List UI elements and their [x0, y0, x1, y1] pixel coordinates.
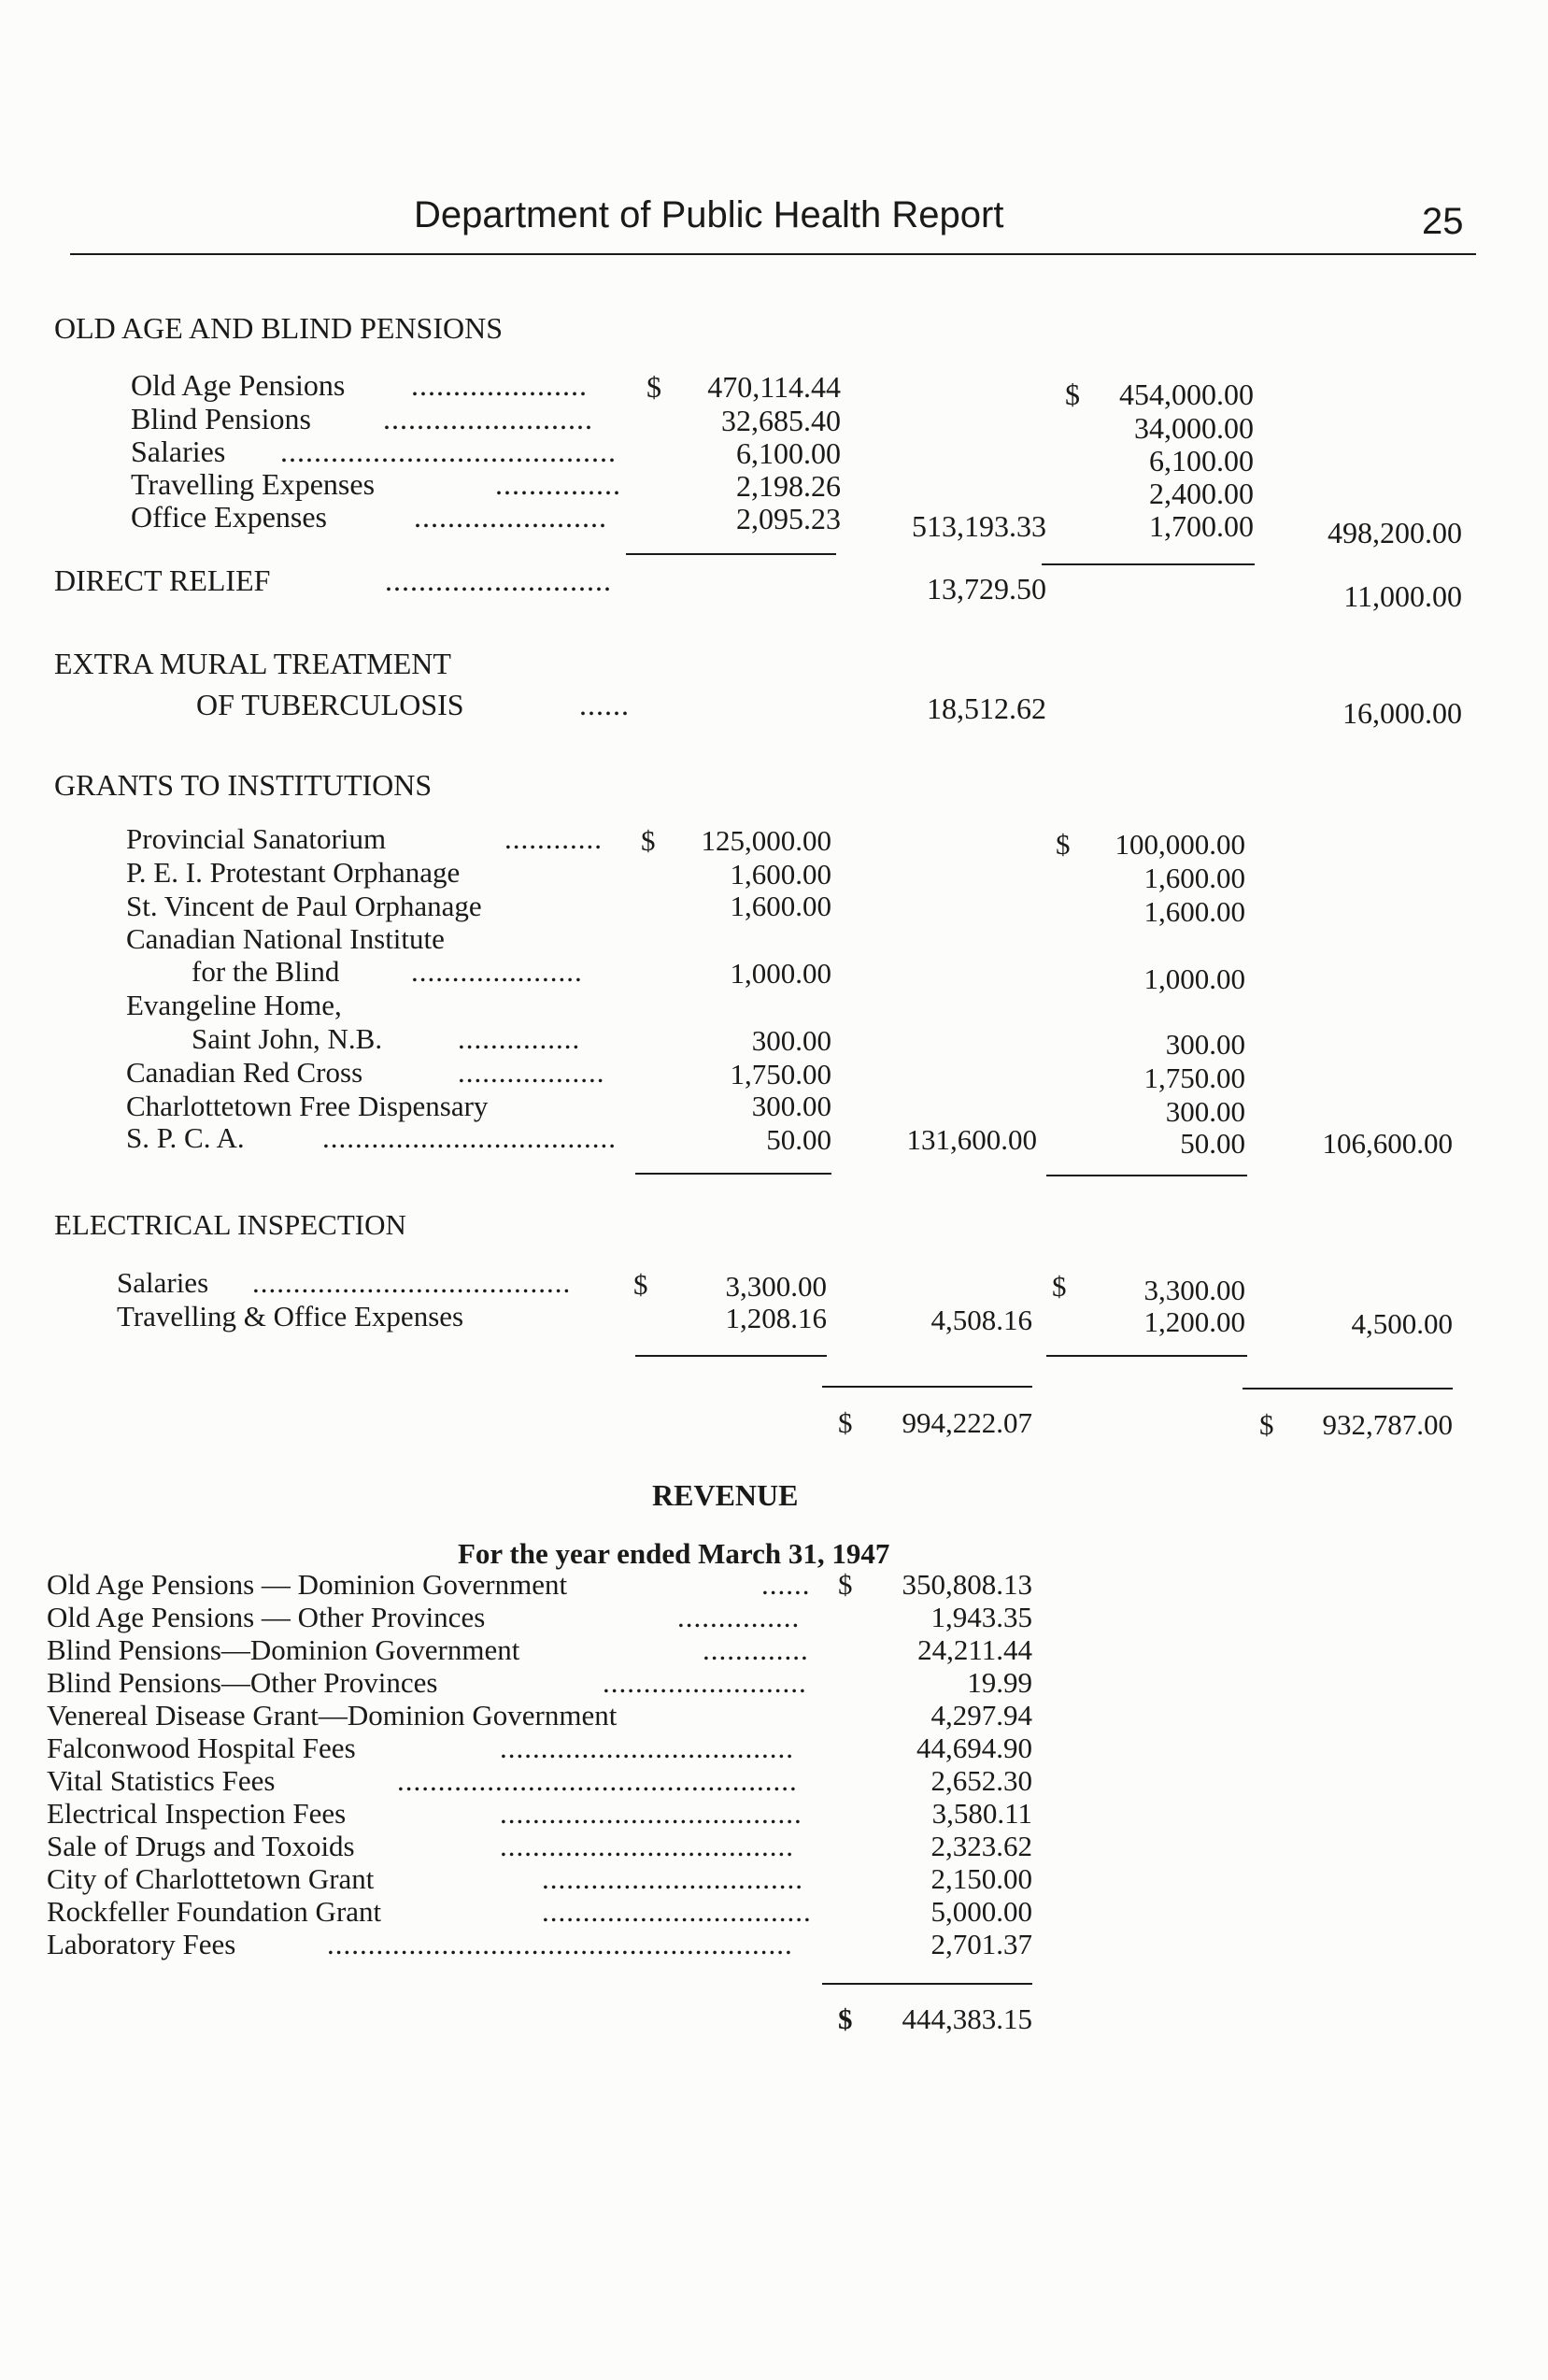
revenue-amount: 44,694.90: [916, 1732, 1032, 1764]
dollar-sign: $: [646, 370, 661, 404]
revenue-total: 444,383.15: [902, 2002, 1032, 2035]
row-label: St. Vincent de Paul Orphanage: [126, 890, 482, 922]
dollar-sign: $: [641, 824, 656, 857]
expenditure-amount: 3,300.00: [725, 1270, 827, 1303]
revenue-amount: 5,000.00: [930, 1895, 1032, 1928]
row-label: Blind Pensions—Dominion Government: [47, 1633, 520, 1666]
expenditure-amount: 32,685.40: [721, 404, 841, 437]
grand-total-rule: [822, 1386, 1032, 1388]
expenditure-subtotal: 4,508.16: [930, 1304, 1032, 1336]
subtotal-rule: [1046, 1355, 1247, 1357]
estimate-amount: 6,100.00: [1149, 444, 1254, 477]
leader-dots: ........................................: [280, 435, 617, 468]
leader-dots: .........................................................: [327, 1928, 793, 1960]
row-label: Venereal Disease Grant—Dominion Government: [47, 1699, 618, 1732]
subtotal-rule: [1046, 1175, 1247, 1176]
row-label: Travelling & Office Expenses: [117, 1300, 464, 1333]
leader-dots: .............: [703, 1633, 809, 1666]
dollar-sign: $: [633, 1268, 648, 1301]
leader-dots: .........................: [383, 402, 593, 435]
row-label: S. P. C. A.: [126, 1121, 245, 1154]
expenditure-amount: 2,198.26: [736, 469, 841, 503]
section-heading-grants: GRANTS TO INSTITUTIONS: [54, 768, 433, 802]
expenditure-amount: 2,095.23: [736, 502, 841, 535]
estimate-subtotal: 106,600.00: [1322, 1127, 1453, 1160]
dollar-sign: $: [838, 1568, 853, 1601]
revenue-amount: 19.99: [967, 1666, 1032, 1699]
row-label: Old Age Pensions — Dominion Government: [47, 1568, 568, 1601]
estimate-amount: 454,000.00: [1119, 378, 1254, 411]
expenditure-amount: 50.00: [766, 1123, 831, 1156]
grand-total-expenditure: 994,222.07: [902, 1406, 1032, 1439]
row-label: Salaries: [131, 435, 226, 468]
leader-dots: .......................: [414, 500, 607, 534]
revenue-amount: 1,943.35: [930, 1601, 1032, 1633]
expenditure-subtotal: 513,193.33: [912, 509, 1046, 543]
revenue-amount: 2,323.62: [930, 1830, 1032, 1862]
expenditure-amount: 125,000.00: [701, 824, 831, 857]
leader-dots: ....................................: [500, 1830, 794, 1862]
revenue-total-rule: [822, 1983, 1032, 1985]
page-title: Department of Public Health Report: [414, 194, 1004, 235]
tb-expenditure: 18,512.62: [927, 691, 1046, 725]
revenue-amount: 2,701.37: [930, 1928, 1032, 1960]
row-label: Vital Statistics Fees: [47, 1764, 276, 1797]
estimate-amount: 3,300.00: [1143, 1274, 1245, 1306]
leader-dots: ......: [761, 1568, 811, 1601]
revenue-subheading: For the year ended March 31, 1947: [458, 1537, 890, 1570]
tb-estimate: 16,000.00: [1342, 696, 1462, 730]
leader-dots: .........................: [603, 1666, 807, 1699]
estimate-subtotal: 498,200.00: [1328, 516, 1462, 549]
leader-dots: ...............: [458, 1022, 581, 1055]
dollar-sign: $: [1259, 1408, 1274, 1441]
row-label: Laboratory Fees: [47, 1928, 236, 1960]
leader-dots: ..................: [458, 1056, 605, 1089]
row-label: Salaries: [117, 1266, 209, 1299]
row-label: Canadian Red Cross: [126, 1056, 363, 1089]
leader-dots: ............: [504, 822, 603, 855]
row-label: Provincial Sanatorium: [126, 822, 387, 855]
subtotal-rule: [635, 1173, 831, 1175]
expenditure-amount: 6,100.00: [736, 436, 841, 470]
leader-dots: .................................: [542, 1895, 812, 1928]
expenditure-amount: 300.00: [751, 1090, 831, 1122]
grand-total-estimate: 932,787.00: [1322, 1408, 1453, 1441]
estimate-amount: 50.00: [1180, 1127, 1245, 1160]
revenue-heading: REVENUE: [652, 1478, 799, 1512]
header-rule: [70, 253, 1476, 255]
estimate-amount: 1,200.00: [1143, 1305, 1245, 1338]
estimate-amount: 34,000.00: [1134, 411, 1254, 445]
dollar-sign: $: [838, 1406, 853, 1439]
estimate-amount: 300.00: [1165, 1095, 1245, 1128]
row-label: Blind Pensions: [131, 402, 311, 435]
expenditure-amount: 300.00: [751, 1024, 831, 1057]
dollar-sign: $: [1056, 828, 1071, 861]
expenditure-amount: 1,600.00: [730, 858, 831, 891]
leader-dots: ....................................: [500, 1732, 794, 1764]
revenue-amount: 4,297.94: [930, 1699, 1032, 1732]
row-label: Evangeline Home,: [126, 989, 342, 1021]
subtotal-rule: [626, 553, 836, 555]
row-label: P. E. I. Protestant Orphanage: [126, 856, 461, 889]
estimate-amount: 1,000.00: [1143, 962, 1245, 995]
leader-dots: .......................................: [252, 1266, 572, 1299]
leader-dots: .................................................: [397, 1764, 798, 1797]
revenue-amount: 2,150.00: [930, 1862, 1032, 1895]
leader-dots: ...............: [677, 1601, 801, 1633]
dollar-sign: $: [1052, 1270, 1067, 1303]
row-label: Sale of Drugs and Toxoids: [47, 1830, 355, 1862]
leader-dots: ................................: [542, 1862, 803, 1895]
direct-relief-estimate: 11,000.00: [1343, 579, 1462, 613]
dollar-sign: $: [838, 2002, 853, 2035]
row-label: Old Age Pensions — Other Provinces: [47, 1601, 486, 1633]
estimate-amount: 300.00: [1165, 1028, 1245, 1061]
leader-dots: .....................................: [500, 1797, 802, 1830]
tb-label-line1: EXTRA MURAL TREATMENT: [54, 647, 451, 680]
estimate-amount: 100,000.00: [1115, 828, 1245, 861]
subtotal-rule: [635, 1355, 827, 1357]
expenditure-amount: 470,114.44: [707, 370, 841, 404]
leader-dots: ....................................: [322, 1121, 617, 1154]
grand-total-rule: [1243, 1388, 1453, 1390]
estimate-amount: 1,750.00: [1143, 1062, 1245, 1094]
tb-label-line2: OF TUBERCULOSIS: [196, 688, 464, 721]
estimate-amount: 1,700.00: [1149, 509, 1254, 543]
page-number: 25: [1422, 201, 1464, 242]
expenditure-amount: 1,750.00: [730, 1058, 831, 1090]
row-label: City of Charlottetown Grant: [47, 1862, 375, 1895]
row-label: for the Blind: [192, 955, 340, 988]
estimate-subtotal: 4,500.00: [1351, 1307, 1453, 1340]
expenditure-subtotal: 131,600.00: [906, 1123, 1037, 1156]
leader-dots: .....................: [411, 955, 583, 988]
revenue-amount: 2,652.30: [930, 1764, 1032, 1797]
row-label: Office Expenses: [131, 500, 327, 534]
row-label: Travelling Expenses: [131, 467, 376, 501]
revenue-amount: 3,580.11: [931, 1797, 1032, 1830]
dollar-sign: $: [1065, 378, 1080, 411]
row-label: Saint John, N.B.: [192, 1022, 383, 1055]
estimate-amount: 1,600.00: [1143, 895, 1245, 928]
row-label: Rockfeller Foundation Grant: [47, 1895, 382, 1928]
estimate-amount: 1,600.00: [1143, 862, 1245, 894]
expenditure-amount: 1,208.16: [725, 1302, 827, 1334]
row-label: Old Age Pensions: [131, 368, 346, 402]
revenue-amount: 24,211.44: [917, 1633, 1032, 1666]
row-label: Falconwood Hospital Fees: [47, 1732, 356, 1764]
section-heading-pensions: OLD AGE AND BLIND PENSIONS: [54, 311, 504, 345]
revenue-amount: 350,808.13: [902, 1568, 1032, 1601]
row-label: Blind Pensions—Other Provinces: [47, 1666, 438, 1699]
leader-dots: ......: [579, 688, 630, 721]
direct-relief-label: DIRECT RELIEF: [54, 563, 271, 597]
expenditure-amount: 1,000.00: [730, 957, 831, 990]
leader-dots: .....................: [411, 368, 588, 402]
direct-relief-expenditure: 13,729.50: [927, 572, 1046, 606]
leader-dots: ...............: [495, 467, 621, 501]
leader-dots: ...........................: [385, 563, 612, 597]
row-label: Canadian National Institute: [126, 922, 445, 955]
section-heading-electrical: ELECTRICAL INSPECTION: [54, 1208, 406, 1241]
subtotal-rule: [1042, 563, 1255, 565]
row-label: Electrical Inspection Fees: [47, 1797, 347, 1830]
estimate-amount: 2,400.00: [1149, 477, 1254, 510]
expenditure-amount: 1,600.00: [730, 890, 831, 922]
row-label: Charlottetown Free Dispensary: [126, 1090, 489, 1122]
